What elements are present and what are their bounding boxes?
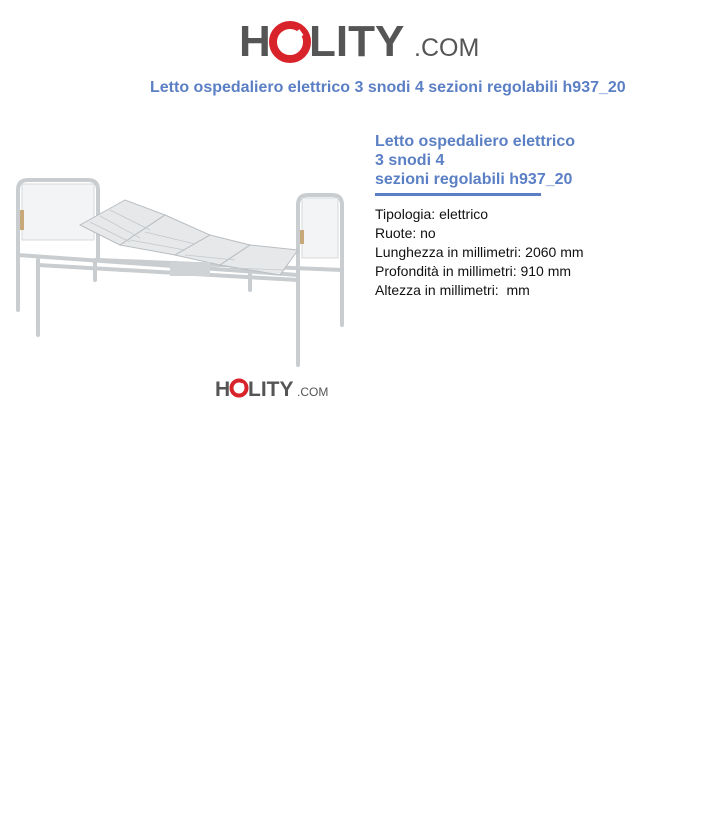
logo-suffix: .COM xyxy=(414,34,480,62)
product-specs xyxy=(375,205,705,300)
spec-tipologia: Tipologia: elettrico xyxy=(375,206,489,222)
spec-lunghezza: Lunghezza in millimetri: 2060 mm xyxy=(375,244,584,260)
product-heading-line: Letto ospedaliero elettrico xyxy=(375,133,576,150)
spec-altezza: Altezza in millimetri: mm xyxy=(375,282,530,298)
heading-underline xyxy=(375,193,541,196)
product-heading xyxy=(375,132,675,189)
logo-letter-h: H xyxy=(239,17,271,66)
page-title: Letto ospedaliero elettrico 3 snodi 4 sezioni regolabili h937_20 xyxy=(150,79,626,96)
small-logo-word: LITY xyxy=(248,378,294,401)
holity-small-logo xyxy=(215,374,331,402)
product-heading-line: sezioni regolabili h937_20 xyxy=(375,171,573,188)
spec-profondita: Profondità in millimetri: 910 mm xyxy=(375,263,572,279)
hospital-bed-image xyxy=(0,170,362,370)
small-logo-suffix: .COM xyxy=(297,385,329,399)
spec-ruote: Ruote: no xyxy=(375,225,436,241)
small-logo-o-icon xyxy=(232,381,247,396)
product-heading-line: 3 snodi 4 xyxy=(375,152,445,169)
holity-logo xyxy=(239,12,484,70)
small-logo-letter-h: H xyxy=(215,378,231,401)
logo-word: LITY xyxy=(309,17,405,66)
logo-o-icon xyxy=(273,25,307,59)
